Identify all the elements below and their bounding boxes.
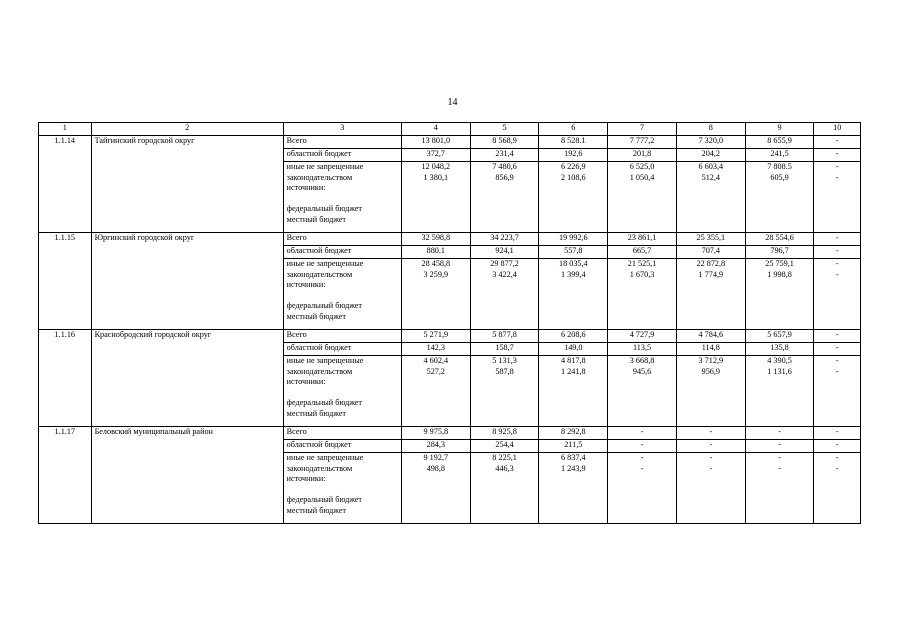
federal-value: - [835, 162, 839, 171]
federal-value: 21 525,1 [627, 259, 657, 268]
federal-value: 4 817,8 [561, 356, 586, 365]
regional-value: - [676, 440, 745, 453]
total-value: - [814, 136, 861, 149]
source-label: иные не запрещенные [286, 259, 364, 268]
value-group [608, 259, 677, 330]
local-value: 498,8 [426, 463, 446, 473]
federal-value: 5 131,3 [492, 356, 517, 365]
source-label: федеральный бюджет [286, 495, 363, 504]
local-value: 1 131,6 [767, 366, 792, 376]
value-group [539, 162, 608, 233]
local-value: 1 399,4 [561, 269, 586, 279]
row-name: Тайгинский городской округ [91, 136, 283, 233]
source-label: областной бюджет [283, 149, 401, 162]
source-label: местный бюджет [286, 505, 346, 515]
source-label: областной бюджет [283, 246, 401, 259]
regional-value: 211,5 [539, 440, 608, 453]
federal-value: 6 226,9 [561, 162, 586, 171]
value-group [676, 356, 745, 427]
source-label: источники: [286, 280, 326, 289]
value-group [745, 162, 814, 233]
value-group [608, 453, 677, 524]
local-value: 3 422,4 [492, 269, 517, 279]
value-group [745, 356, 814, 427]
local-value: 1 380,1 [423, 172, 449, 182]
federal-value: 4 602,4 [423, 356, 449, 365]
federal-value: 8 225,1 [492, 453, 517, 462]
source-label-group [283, 356, 401, 427]
source-label: источники: [286, 183, 326, 192]
federal-value: 3 668,8 [629, 356, 655, 365]
total-value: 4 727,9 [608, 330, 677, 343]
source-label: законодательством [286, 366, 353, 376]
column-number: 9 [745, 123, 814, 136]
local-value: 956,9 [701, 366, 721, 376]
value-group [401, 162, 470, 233]
total-value: 5 657,9 [745, 330, 814, 343]
local-value: 512,4 [701, 172, 721, 182]
source-label: законодательством [286, 269, 353, 279]
total-value: 9 975,8 [401, 427, 470, 440]
value-group [745, 259, 814, 330]
federal-value: 6 525,0 [629, 162, 655, 171]
federal-value: - [640, 453, 644, 462]
regional-value: - [745, 440, 814, 453]
value-group [814, 162, 861, 233]
source-label: местный бюджет [286, 311, 346, 321]
federal-value: 18 035,4 [558, 259, 588, 268]
local-value: 446,3 [495, 463, 514, 473]
federal-value: - [778, 453, 781, 462]
total-value: - [814, 233, 861, 246]
value-group [608, 162, 677, 233]
value-group [814, 356, 861, 427]
table-row [39, 136, 861, 149]
local-value: 945,6 [632, 366, 652, 376]
value-group [676, 162, 745, 233]
source-label: иные не запрещенные [286, 453, 364, 462]
total-value: 6 208,6 [539, 330, 608, 343]
local-value: 1 670,3 [629, 269, 655, 279]
source-label: местный бюджет [286, 214, 346, 224]
regional-value: 880.1 [401, 246, 470, 259]
federal-value: 4 390,5 [767, 356, 792, 365]
total-value: 19 992,6 [539, 233, 608, 246]
regional-value: 557,8 [539, 246, 608, 259]
federal-value: 7 808.5 [767, 162, 792, 171]
total-value: 8 655,9 [745, 136, 814, 149]
regional-value: 135,8 [745, 343, 814, 356]
regional-value: - [814, 440, 861, 453]
regional-value: 707,4 [676, 246, 745, 259]
source-label: законодательством [286, 463, 353, 473]
total-value: 23 861,1 [608, 233, 677, 246]
regional-value: 254,4 [470, 440, 539, 453]
value-group [676, 453, 745, 524]
regional-value: 231,4 [470, 149, 539, 162]
federal-value: - [835, 356, 839, 365]
total-value: 5 271,9 [401, 330, 470, 343]
value-group [401, 453, 470, 524]
row-code: 1.1.14 [39, 136, 92, 233]
source-label: Всего [283, 233, 401, 246]
column-number: 3 [283, 123, 401, 136]
source-label-group [283, 259, 401, 330]
total-value: - [608, 427, 677, 440]
local-value: 856,9 [495, 172, 514, 182]
column-number: 10 [814, 123, 861, 136]
source-label: источники: [286, 474, 326, 483]
regional-value: 201,8 [608, 149, 677, 162]
federal-value: 22 872,8 [696, 259, 726, 268]
total-value: 25 355,1 [676, 233, 745, 246]
regional-value: - [814, 343, 861, 356]
value-group [401, 356, 470, 427]
value-group [814, 453, 861, 524]
local-value: - [835, 463, 839, 473]
regional-value: 204,2 [676, 149, 745, 162]
federal-value: 9 192,7 [423, 453, 449, 462]
value-group [814, 259, 861, 330]
value-group [539, 356, 608, 427]
source-label-group [283, 453, 401, 524]
local-value: 587,8 [495, 366, 514, 376]
local-value: 1 774,9 [698, 269, 724, 279]
value-group [470, 162, 539, 233]
federal-value: - [835, 259, 839, 268]
local-value: - [709, 463, 713, 473]
total-value: 8 568,9 [470, 136, 539, 149]
value-group [745, 453, 814, 524]
local-value: 527,2 [426, 366, 446, 376]
federal-value: 3 712,9 [698, 356, 724, 365]
table-row [39, 233, 861, 246]
federal-value: 12 048,2 [421, 162, 451, 171]
local-value: 1 050,4 [629, 172, 655, 182]
local-value: 3 259,9 [423, 269, 449, 279]
regional-value: - [608, 440, 677, 453]
row-code: 1.1.17 [39, 427, 92, 524]
local-value: 1 241,8 [561, 366, 586, 376]
regional-value: 114,8 [676, 343, 745, 356]
column-number: 4 [401, 123, 470, 136]
source-label: федеральный бюджет [286, 398, 363, 407]
source-label: областной бюджет [283, 343, 401, 356]
total-value: - [745, 427, 814, 440]
local-value: 2 108,6 [561, 172, 586, 182]
source-label: иные не запрещенные [286, 356, 364, 365]
source-label: Всего [283, 136, 401, 149]
source-label-group [283, 162, 401, 233]
value-group [539, 453, 608, 524]
source-label: федеральный бюджет [286, 301, 363, 310]
column-number: 2 [91, 123, 283, 136]
total-value: 28 554,6 [745, 233, 814, 246]
total-value: 13 801,0 [401, 136, 470, 149]
total-value: 4 784,6 [676, 330, 745, 343]
regional-value: 665,7 [608, 246, 677, 259]
source-label: областной бюджет [283, 440, 401, 453]
federal-value: 6 603,4 [698, 162, 724, 171]
source-label: Всего [283, 330, 401, 343]
local-value: - [835, 172, 839, 182]
row-name: Беловский муниципальный район [91, 427, 283, 524]
row-name: Юргинский городской округ [91, 233, 283, 330]
column-number: 1 [39, 123, 92, 136]
column-number-row [39, 123, 861, 136]
table-row [39, 427, 861, 440]
source-label: местный бюджет [286, 408, 346, 418]
federal-value: 7 480,6 [492, 162, 517, 171]
federal-value: 28 458,8 [421, 259, 451, 268]
row-name: Краснобродский городской округ [91, 330, 283, 427]
source-label: иные не запрещенные [286, 162, 364, 171]
federal-value: 29 877,2 [490, 259, 519, 268]
local-value: - [778, 463, 781, 473]
regional-value: 142,3 [401, 343, 470, 356]
source-label: федеральный бюджет [286, 204, 363, 213]
regional-value: 158,7 [470, 343, 539, 356]
value-group [470, 356, 539, 427]
total-value: - [814, 330, 861, 343]
value-group [470, 453, 539, 524]
total-value: 7 320,0 [676, 136, 745, 149]
source-label: законодательством [286, 172, 353, 182]
total-value: 7 777,2 [608, 136, 677, 149]
local-value: 1 998,8 [767, 269, 792, 279]
source-label: Всего [283, 427, 401, 440]
total-value: - [814, 427, 861, 440]
column-number: 6 [539, 123, 608, 136]
federal-value: 25 759,1 [765, 259, 794, 268]
regional-value: 924,1 [470, 246, 539, 259]
column-number: 8 [676, 123, 745, 136]
total-value: 8 925,8 [470, 427, 539, 440]
value-group [676, 259, 745, 330]
table-row [39, 330, 861, 343]
row-code: 1.1.16 [39, 330, 92, 427]
local-value: - [835, 366, 839, 376]
total-value: 8 528.1 [539, 136, 608, 149]
regional-value: 284,3 [401, 440, 470, 453]
value-group [401, 259, 470, 330]
value-group [608, 356, 677, 427]
column-number: 5 [470, 123, 539, 136]
value-group [470, 259, 539, 330]
local-value: - [640, 463, 644, 473]
total-value: 8 292,8 [539, 427, 608, 440]
federal-value: 6 837,4 [561, 453, 586, 462]
regional-value: - [814, 149, 861, 162]
regional-value: 241,5 [745, 149, 814, 162]
federal-value: - [709, 453, 713, 462]
local-value: 605,9 [770, 172, 789, 182]
total-value: 34 223,7 [470, 233, 539, 246]
local-value: 1 243,9 [561, 463, 586, 473]
regional-value: 372,7 [401, 149, 470, 162]
total-value: - [676, 427, 745, 440]
page-number: 14 [447, 97, 458, 108]
regional-value: 192,6 [539, 149, 608, 162]
total-value: 5 877,8 [470, 330, 539, 343]
local-value: - [835, 269, 839, 279]
budget-table [38, 122, 861, 524]
total-value: 32 598,8 [401, 233, 470, 246]
value-group [539, 259, 608, 330]
regional-value: 113,5 [608, 343, 677, 356]
row-code: 1.1.15 [39, 233, 92, 330]
column-number: 7 [608, 123, 677, 136]
regional-value: - [814, 246, 861, 259]
federal-value: - [835, 453, 839, 462]
source-label: источники: [286, 377, 326, 386]
regional-value: 149,0 [539, 343, 608, 356]
regional-value: 796,7 [745, 246, 814, 259]
